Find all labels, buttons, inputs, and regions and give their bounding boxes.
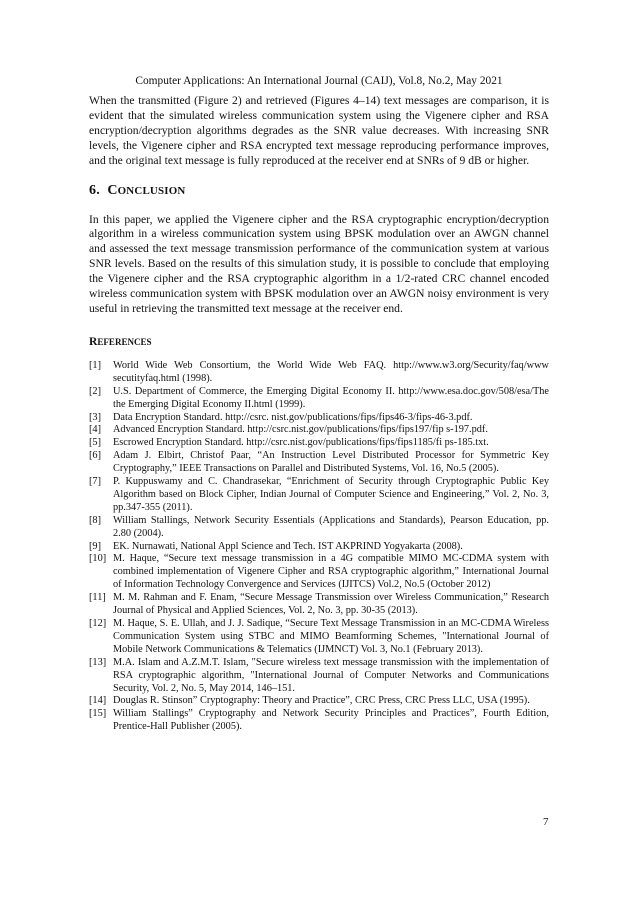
reference-number: [1]: [89, 359, 102, 371]
reference-item: [89, 412, 549, 425]
reference-text: Advanced Encryption Standard. http://csrc.nist.gov/publications/fips/fips197/fip s-197.pdf.: [113, 424, 488, 436]
conclusion-paragraph: In this paper, we applied the Vigenere cipher and the RSA cryptographic encryption/decryption algorithm in a wireless communication system using BPSK modulation over an AWGN channel and assessed the text message transmission performance of the communication system at various SNR levels. Based on the results of this simulation study, it is possible to conclude that employing the Vigenere cipher and the RSA cryptographic algorithm in a 1/2-rated CRC channel encoded wireless communication system with BPSK modulation over an AWGN noisy environment is very useful in retrieving the transmitted text message at the receiver end.: [89, 212, 549, 315]
reference-number: [12]: [89, 618, 107, 629]
references-title-rest: EFERENCES: [97, 336, 152, 347]
conclusion-heading: [89, 183, 549, 199]
reference-number: [4]: [89, 424, 102, 436]
reference-text: William Stallings” Cryptography and Network Security Principles and Practices”, Fourth Edition, Prentice-Hall Publisher (2005).: [113, 708, 549, 733]
reference-item: [89, 708, 549, 734]
reference-number: [8]: [89, 514, 102, 526]
running-header: Computer Applications: An International Journal (CAIJ), Vol.8, No.2, May 2021: [135, 75, 503, 87]
reference-number: [6]: [89, 450, 102, 462]
reference-item: [89, 592, 549, 618]
reference-number: [14]: [89, 695, 107, 707]
reference-text: Data Encryption Standard. http://csrc. nist.gov/publications/fips/fips46-3/fips-46-3.pdf.: [113, 411, 473, 423]
reference-item: [89, 515, 549, 541]
reference-number: [11]: [89, 592, 106, 604]
reference-item: [89, 618, 549, 657]
reference-number: [15]: [89, 708, 107, 720]
reference-number: [13]: [89, 656, 107, 668]
reference-item: [89, 695, 549, 708]
reference-item: [89, 541, 549, 554]
reference-list: [89, 360, 549, 734]
reference-number: [10]: [89, 553, 107, 565]
reference-text: M. Haque, S. E. Ullah, and J. J. Sadique, “Secure Text Message Transmission in an MC-CDMA Wireless Communication System using STBC and MIMO Beamforming Schemes, "International Journal of Mobile Network Communications & Telematics (IJMNCT) Vol. 3, No.1 (February 2013).: [113, 618, 549, 655]
reference-text: Adam J. Elbirt, Christof Paar, “An Instruction Level Distributed Processor for Symmetric Key Cryptography,” IEEE Transactions on Parallel and Distributed Systems, Vol. 16, No.5 (2005).: [113, 450, 549, 475]
reference-item: [89, 437, 549, 450]
reference-number: [5]: [89, 437, 102, 449]
reference-text: EK. Nurnawati, National Appl Science and Tech. IST AKPRIND Yogyakarta (2008).: [113, 540, 463, 552]
reference-item: [89, 360, 549, 386]
reference-text: World Wide Web Consortium, the World Wide Web FAQ. http://www.w3.org/Security/faq/www secutityfaq.html (1998).: [113, 359, 549, 384]
reference-text: U.S. Department of Commerce, the Emerging Digital Economy II. http://www.esa.doc.gov/508/esa/The the Emerging Digital Economy II.html (1999).: [113, 385, 549, 410]
reference-text: M. Haque, “Secure text message transmission in a 4G compatible MIMO MC-CDMA system with combined implementation of Vigenere Cipher and RSA cryptographic algorithm,” International Journal of Information Technology Convergence and Services (IJITCS) Vol.2, No.5 (October 2012): [113, 553, 549, 591]
reference-text: P. Kuppuswamy and C. Chandrasekar, “Enrichment of Security through Cryptographic Public Key Algorithm based on Block Cipher, Indian Journal of Computer Science and Engineering,” Vol. 2, No. 3, pp.347-355 (2011).: [113, 476, 549, 513]
reference-item: [89, 450, 549, 476]
conclusion-number: 6.: [89, 182, 100, 198]
results-paragraph: When the transmitted (Figure 2) and retrieved (Figures 4–14) text messages are comparison, it is evident that the simulated wireless communication system using the Vigenere cipher and RSA encryption/decryption algorithms degrades as the SNR value decreases. With increasing SNR levels, the Vigenere cipher and RSA encrypted text message reproducing performance improves, and the original text message is fully reproduced at the receiver end at SNRs of 9 dB or higher.: [89, 94, 549, 167]
reference-number: [7]: [89, 476, 102, 488]
reference-text: M. M. Rahman and F. Enam, “Secure Message Transmission over Wireless Communication,” Research Journal of Physical and Applied Sciences, Vol. 2, No. 3, pp. 30-35 (2013).: [113, 592, 549, 617]
reference-item: [89, 553, 549, 592]
reference-item: [89, 424, 549, 437]
conclusion-title-rest: ONCLUSION: [117, 184, 186, 197]
reference-number: [9]: [89, 540, 102, 552]
reference-number: [3]: [89, 411, 102, 423]
reference-text: William Stallings, Network Security Essentials (Applications and Standards), Pearson Education, pp. 2.80 (2004).: [113, 514, 549, 539]
reference-number: [2]: [89, 385, 102, 397]
references-heading: [89, 335, 549, 348]
reference-item: [89, 657, 549, 696]
reference-text: Escrowed Encryption Standard. http://csrc.nist.gov/publications/fips/fips1185/fi ps-185.txt.: [113, 437, 489, 449]
page-number: 7: [543, 816, 549, 828]
reference-text: Douglas R. Stinson” Cryptography: Theory and Practice”, CRC Press, CRC Press LLC, USA (1995).: [113, 695, 530, 707]
reference-item: [89, 476, 549, 515]
conclusion-title-initial: C: [107, 182, 118, 198]
references-title-initial: R: [89, 334, 98, 348]
reference-text: M.A. Islam and A.Z.M.T. Islam, "Secure wireless text message transmission with the implementation of RSA cryptographic algorithm, "International Journal of Computer Networks and Communications Security, Vol. 2, No. 5, May 2014, 146–151.: [113, 656, 549, 694]
reference-item: [89, 386, 549, 412]
page-content: [89, 94, 549, 734]
